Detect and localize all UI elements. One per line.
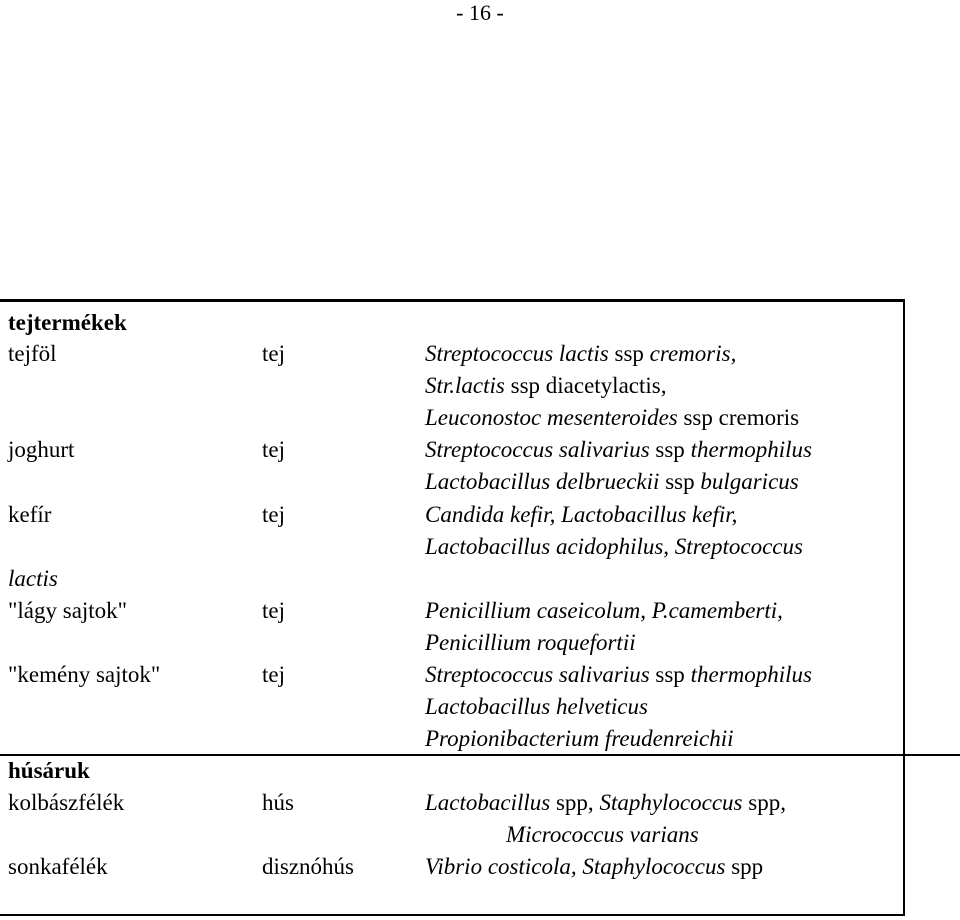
organisms-joghurt-line2 [425, 468, 799, 496]
organisms-joghurt-line1 [425, 436, 812, 464]
organism-name: Str.lactis [425, 373, 505, 398]
organisms-lagy-line2: Penicillium roquefortii [425, 630, 636, 655]
base-kemeny-sajtok: tej [262, 662, 285, 687]
organism-name: Lactobacillus delbrueckii [425, 469, 660, 494]
organisms-tejfol-line3 [425, 404, 799, 432]
organisms-kemeny-line1 [425, 661, 812, 689]
base-joghurt: tej [262, 437, 285, 462]
organisms-kolbasz-line1 [425, 789, 786, 817]
organism-subspecies: thermophilus [690, 662, 812, 687]
organism-subspecies: bulgaricus [700, 469, 799, 494]
organism-name: Streptococcus lactis [425, 341, 609, 366]
organisms-tejfol-line1 [425, 340, 736, 368]
base-kolbaszfelek: hús [262, 790, 294, 815]
organism-qualifier-2: spp, [742, 790, 786, 815]
base-lagy-sajtok: tej [262, 598, 285, 623]
organism-qualifier: ssp [659, 469, 701, 494]
section-divider [0, 754, 960, 756]
organisms-kefir-line2: Lactobacillus acidophilus, Streptococcus [425, 534, 803, 559]
organism-qualifier: ssp diacetylactis, [504, 373, 667, 398]
section-heading-tejtermekek: tejtermékek [8, 310, 127, 335]
organism-name: Vibrio costicola, Staphylococcus [425, 854, 726, 879]
product-sonkafelek: sonkafélék [8, 854, 108, 879]
organisms-kolbasz-line2: Micrococcus varians [506, 822, 699, 847]
product-kefir: kefír [8, 502, 52, 527]
organism-qualifier: ssp [608, 341, 650, 366]
base-tejfol: tej [262, 341, 285, 366]
organism-qualifier: spp, [550, 790, 600, 815]
organism-qualifier: ssp [649, 662, 691, 687]
organisms-lagy-line1: Penicillium caseicolum, P.camemberti, [425, 598, 783, 623]
organisms-kefir-line3: lactis [8, 566, 58, 591]
section-heading-husaruk: húsáruk [8, 758, 90, 783]
organisms-kemeny-line3: Propionibacterium freudenreichii [425, 726, 734, 751]
organism-subspecies: thermophilus [690, 437, 812, 462]
organisms-kefir-line1: Candida kefir, Lactobacillus kefir, [425, 502, 738, 527]
organism-qualifier: spp [725, 854, 764, 879]
organisms-tejfol-line2 [425, 372, 666, 400]
organism-qualifier: ssp [649, 437, 691, 462]
product-tejfol: tejföl [8, 341, 57, 366]
organism-qualifier: ssp cremoris [677, 405, 800, 430]
base-sonkafelek: disznóhús [262, 854, 354, 879]
organism-name: Streptococcus salivarius [425, 437, 650, 462]
product-lagy-sajtok: "lágy sajtok" [8, 598, 128, 623]
product-kolbaszfelek: kolbászfélék [8, 790, 125, 815]
organism-name: Streptococcus salivarius [425, 662, 650, 687]
organisms-kemeny-line2: Lactobacillus helveticus [425, 694, 648, 719]
page-number: - 16 - [456, 0, 504, 25]
product-kemeny-sajtok: "kemény sajtok" [8, 662, 161, 687]
organism-name: Lactobacillus [425, 790, 551, 815]
organisms-sonka-line1 [425, 853, 763, 881]
base-kefir: tej [262, 502, 285, 527]
product-joghurt: joghurt [8, 437, 75, 462]
organism-name: Leuconostoc mesenteroides [425, 405, 678, 430]
organism-name-2: Staphylococcus [599, 790, 743, 815]
organism-subspecies: cremoris, [649, 341, 737, 366]
